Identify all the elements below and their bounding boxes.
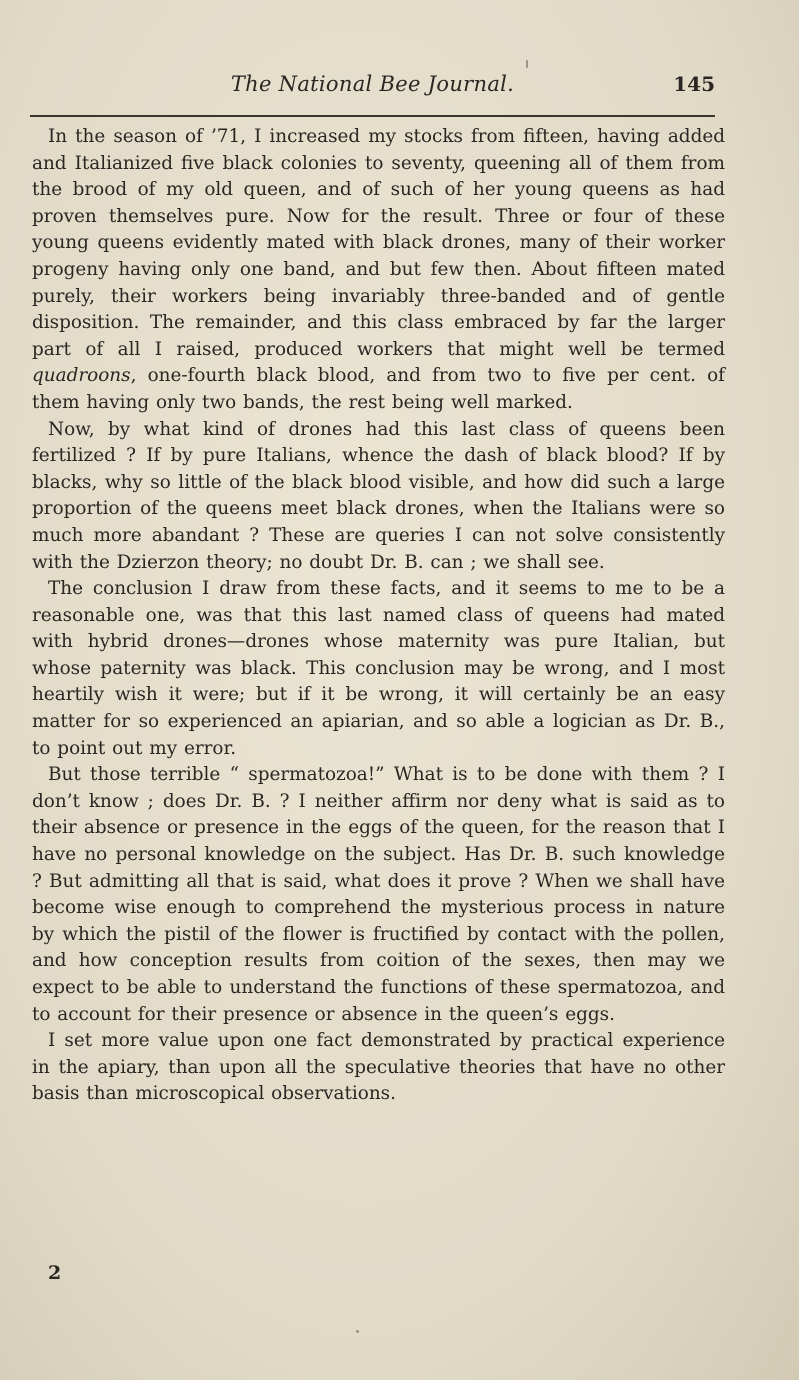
paragraph-1-italic: quadroons [32,365,131,387]
running-title: The National Bee Journal. [230,72,515,96]
paragraph-2-text: Now, by what kind of drones had this last class of queens been fertilized ? If by pure Italians, whence the dash of black blood? If by blacks, why so little of the black blood visible, and how did such a large proportion of the queens meet black drones, when the Italians were so much more abandant ? These are queries I can not solve consistently with the Dzierzon theory; no doubt Dr. B. can ; we shall see. [32,418,725,573]
paragraph-5 [32,1028,725,1108]
paragraph-4 [32,762,725,1028]
paragraph-4-text: But those terrible “ spermatozoa!” What is to be done with them ? I don’t know ; does Dr. B. ? I neither affirm nor deny what is said as to their absence or presence in the eggs of the queen, for the reason that I have no personal knowledge on the subject. Has Dr. B. such knowledge ? But admitting all that is said, what does it prove ? When we shall have become wise enough to comprehend the mysterious process in nature by which the pistil of the flower is fructified by contact with the pollen, and how conception results from coition of the sexes, then may we expect to be able to understand the functions of these spermatozoa, and to account for their presence or absence in the queen’s eggs. [32,764,725,1025]
page-number: 145 [673,72,715,96]
paper-fleck [526,60,528,68]
signature-mark: 2 [48,1262,62,1284]
header-rule [30,115,715,117]
paragraph-1-start: In the season of ’71, I increased my stocks from fifteen, having added and Italianized five black colonies to seventy, queening all of them from the brood of my old queen, and of such of her young queens as had proven themselves pure. Now for the result. Three or four of these young queens evidently mated with black drones, many of their worker progeny having only one band, and but few then. About fifteen mated purely, their workers being invariably three-banded and of gentle disposition. The remainder, and this class embraced by far the larger part of all I raised, produced workers that might well be termed [32,126,725,360]
paragraph-1 [32,124,725,417]
page-header [30,70,715,106]
paragraph-2 [32,417,725,577]
paragraph-1-end: , one-fourth black blood, and from two to five per cent. of them having only two bands, the rest being well marked. [32,365,725,413]
paragraph-5-text: I set more value upon one fact demonstrated by practical experience in the apiary, than upon all the speculative theories that have no other basis than microscopical observations. [32,1030,725,1105]
paper-fleck [356,1330,359,1333]
article-body [32,124,725,1108]
paragraph-3 [32,576,725,762]
paragraph-3-text: The conclusion I draw from these facts, and it seems to me to be a reasonable one, was that this last named class of queens had mated with hybrid drones—drones whose maternity was pure Italian, but whose paternity was black. This conclusion may be wrong, and I most heartily wish it were; but if it be wrong, it will certainly be an easy matter for so experienced an apiarian, and so able a logician as Dr. B., to point out my error. [32,578,725,759]
